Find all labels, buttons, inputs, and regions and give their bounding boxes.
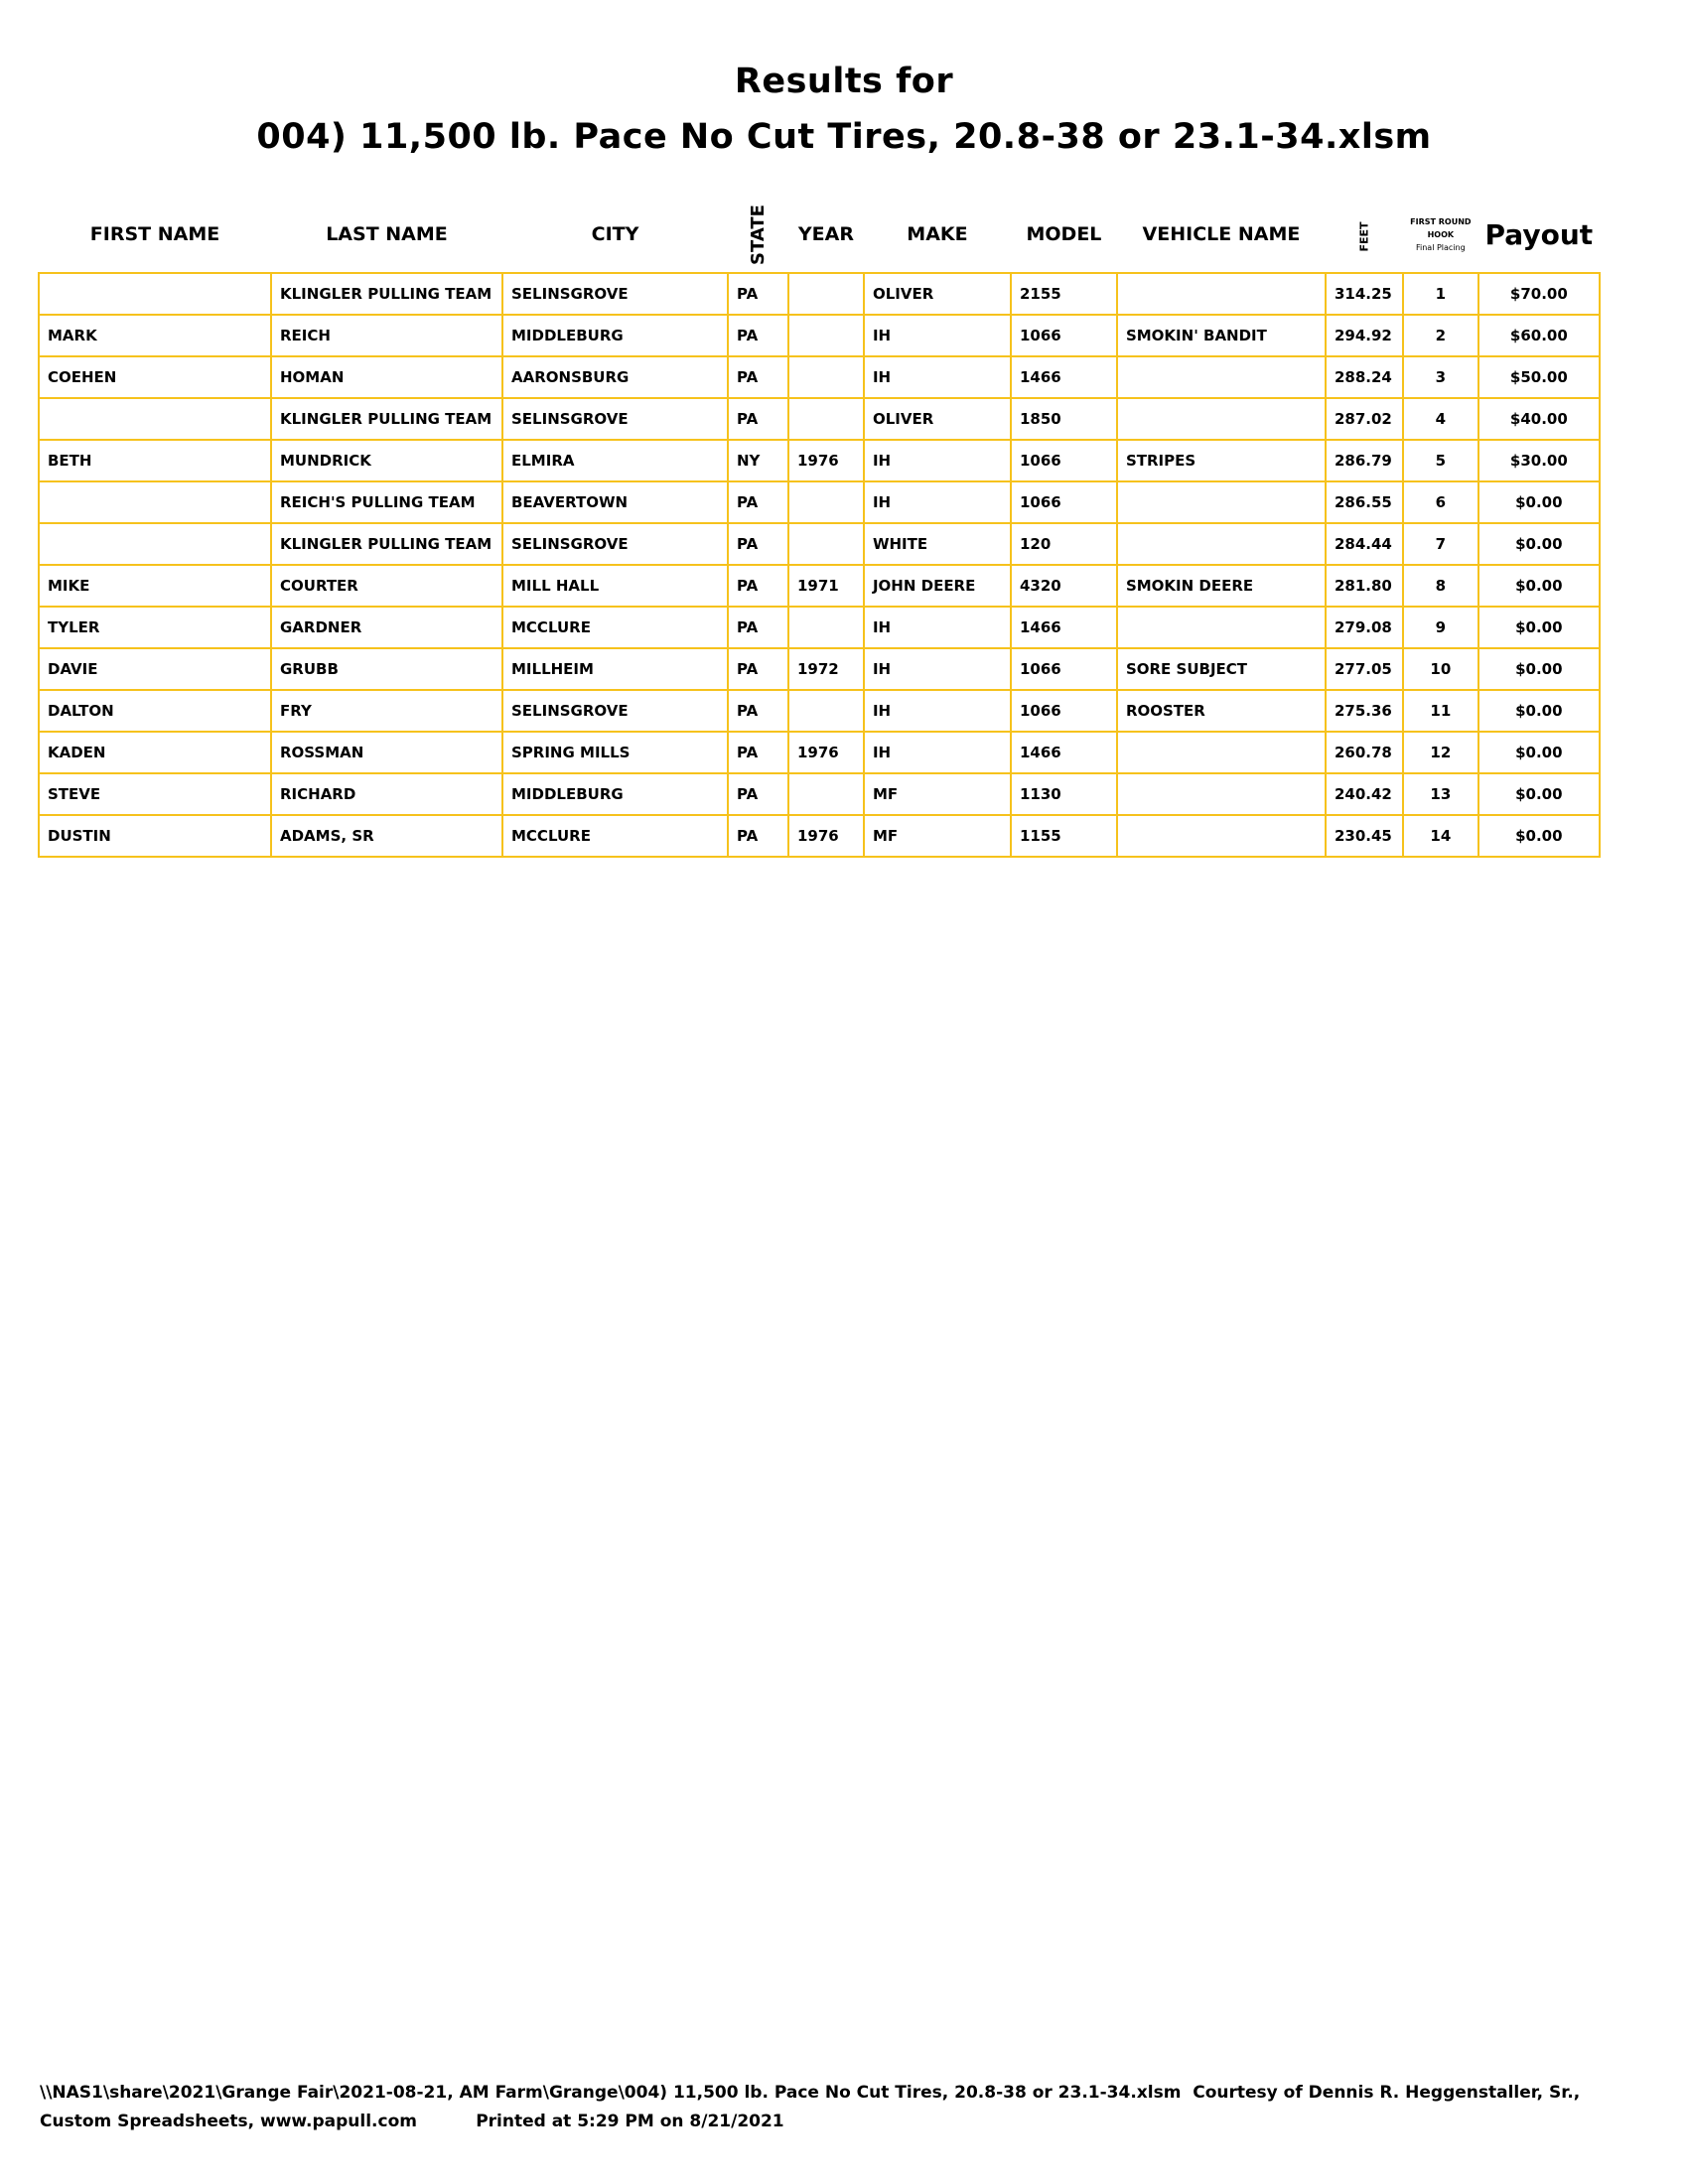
cell-model: 1130 — [1011, 773, 1117, 815]
cell-vehicle-name — [1117, 773, 1326, 815]
cell-payout: $0.00 — [1478, 815, 1600, 857]
cell-model: 120 — [1011, 523, 1117, 565]
cell-make: OLIVER — [864, 273, 1011, 315]
cell-city: MCCLURE — [502, 815, 728, 857]
cell-year: 1976 — [788, 440, 864, 481]
table-row — [39, 440, 1600, 481]
table-row — [39, 398, 1600, 440]
cell-make: IH — [864, 648, 1011, 690]
cell-year: 1972 — [788, 648, 864, 690]
cell-payout: $70.00 — [1478, 273, 1600, 315]
cell-model: 4320 — [1011, 565, 1117, 607]
cell-city: AARONSBURG — [502, 356, 728, 398]
cell-last-name: RICHARD — [271, 773, 502, 815]
cell-payout: $0.00 — [1478, 648, 1600, 690]
cell-placing: 3 — [1403, 356, 1478, 398]
cell-state: PA — [728, 356, 788, 398]
header-placing — [1403, 197, 1478, 273]
header-feet-label: FEET — [1357, 221, 1371, 252]
cell-year — [788, 273, 864, 315]
header-feet — [1326, 197, 1403, 273]
cell-first-name: KADEN — [39, 732, 271, 773]
cell-city: MIDDLEBURG — [502, 315, 728, 356]
cell-state: PA — [728, 398, 788, 440]
cell-state: PA — [728, 565, 788, 607]
table-row — [39, 815, 1600, 857]
cell-placing: 1 — [1403, 273, 1478, 315]
cell-feet: 275.36 — [1326, 690, 1403, 732]
cell-year — [788, 523, 864, 565]
cell-city: MILL HALL — [502, 565, 728, 607]
cell-first-name — [39, 523, 271, 565]
cell-vehicle-name — [1117, 732, 1326, 773]
cell-last-name: REICH — [271, 315, 502, 356]
cell-feet: 230.45 — [1326, 815, 1403, 857]
table-row — [39, 356, 1600, 398]
cell-make: IH — [864, 481, 1011, 523]
header-placing-line1: FIRST ROUND — [1410, 216, 1472, 226]
header-vehicle-name: VEHICLE NAME — [1142, 223, 1301, 245]
cell-vehicle-name: SORE SUBJECT — [1117, 648, 1326, 690]
cell-model: 2155 — [1011, 273, 1117, 315]
cell-state: PA — [728, 273, 788, 315]
table-row — [39, 607, 1600, 648]
cell-year — [788, 356, 864, 398]
header-last-name: LAST NAME — [326, 223, 448, 245]
cell-placing: 6 — [1403, 481, 1478, 523]
cell-vehicle-name — [1117, 523, 1326, 565]
table-row — [39, 481, 1600, 523]
cell-payout: $60.00 — [1478, 315, 1600, 356]
cell-city: SELINSGROVE — [502, 273, 728, 315]
cell-make: MF — [864, 773, 1011, 815]
cell-first-name: BETH — [39, 440, 271, 481]
cell-last-name: MUNDRICK — [271, 440, 502, 481]
header-city: CITY — [591, 223, 639, 245]
cell-feet: 286.79 — [1326, 440, 1403, 481]
cell-city: ELMIRA — [502, 440, 728, 481]
cell-state: PA — [728, 315, 788, 356]
cell-first-name: DUSTIN — [39, 815, 271, 857]
cell-first-name: DAVIE — [39, 648, 271, 690]
footer-printed: Printed at 5:29 PM on 8/21/2021 — [476, 2112, 784, 2131]
cell-placing: 5 — [1403, 440, 1478, 481]
cell-state: NY — [728, 440, 788, 481]
cell-vehicle-name — [1117, 398, 1326, 440]
cell-feet: 294.92 — [1326, 315, 1403, 356]
cell-first-name: COEHEN — [39, 356, 271, 398]
cell-payout: $0.00 — [1478, 523, 1600, 565]
cell-model: 1466 — [1011, 607, 1117, 648]
footer-credit: Custom Spreadsheets, www.papull.com — [40, 2112, 417, 2131]
cell-state: PA — [728, 648, 788, 690]
table-row — [39, 565, 1600, 607]
cell-vehicle-name: SMOKIN DEERE — [1117, 565, 1326, 607]
cell-vehicle-name: SMOKIN' BANDIT — [1117, 315, 1326, 356]
cell-make: WHITE — [864, 523, 1011, 565]
cell-model: 1066 — [1011, 481, 1117, 523]
cell-make: IH — [864, 607, 1011, 648]
cell-vehicle-name: ROOSTER — [1117, 690, 1326, 732]
cell-placing: 10 — [1403, 648, 1478, 690]
cell-make: IH — [864, 440, 1011, 481]
cell-state: PA — [728, 523, 788, 565]
cell-make: IH — [864, 356, 1011, 398]
cell-placing: 7 — [1403, 523, 1478, 565]
cell-placing: 14 — [1403, 815, 1478, 857]
cell-make: IH — [864, 315, 1011, 356]
cell-placing: 4 — [1403, 398, 1478, 440]
cell-placing: 13 — [1403, 773, 1478, 815]
cell-make: OLIVER — [864, 398, 1011, 440]
cell-state: PA — [728, 481, 788, 523]
table-row — [39, 315, 1600, 356]
cell-last-name: KLINGLER PULLING TEAM — [271, 273, 502, 315]
cell-last-name: GRUBB — [271, 648, 502, 690]
cell-feet: 284.44 — [1326, 523, 1403, 565]
cell-make: IH — [864, 732, 1011, 773]
header-make: MAKE — [907, 223, 968, 245]
cell-feet: 281.80 — [1326, 565, 1403, 607]
cell-model: 1066 — [1011, 440, 1117, 481]
cell-last-name: HOMAN — [271, 356, 502, 398]
cell-first-name: STEVE — [39, 773, 271, 815]
cell-vehicle-name: STRIPES — [1117, 440, 1326, 481]
cell-vehicle-name — [1117, 607, 1326, 648]
cell-placing: 9 — [1403, 607, 1478, 648]
cell-first-name — [39, 273, 271, 315]
header-placing-line3: Final Placing — [1415, 242, 1466, 252]
cell-feet: 287.02 — [1326, 398, 1403, 440]
header-state — [728, 197, 788, 273]
cell-city: SELINSGROVE — [502, 690, 728, 732]
cell-year — [788, 315, 864, 356]
cell-city: MILLHEIM — [502, 648, 728, 690]
cell-first-name: MIKE — [39, 565, 271, 607]
cell-last-name: ROSSMAN — [271, 732, 502, 773]
cell-payout: $0.00 — [1478, 607, 1600, 648]
table-row — [39, 523, 1600, 565]
cell-city: MIDDLEBURG — [502, 773, 728, 815]
cell-first-name: MARK — [39, 315, 271, 356]
table-row — [39, 773, 1600, 815]
cell-year: 1976 — [788, 732, 864, 773]
cell-year — [788, 773, 864, 815]
cell-city: BEAVERTOWN — [502, 481, 728, 523]
cell-placing: 8 — [1403, 565, 1478, 607]
cell-last-name: REICH'S PULLING TEAM — [271, 481, 502, 523]
cell-payout: $30.00 — [1478, 440, 1600, 481]
header-payout: Payout — [1484, 217, 1594, 251]
cell-vehicle-name — [1117, 481, 1326, 523]
cell-make: JOHN DEERE — [864, 565, 1011, 607]
cell-model: 1066 — [1011, 690, 1117, 732]
cell-state: PA — [728, 773, 788, 815]
cell-last-name: KLINGLER PULLING TEAM — [271, 523, 502, 565]
cell-city: SELINSGROVE — [502, 523, 728, 565]
page-title: Results for — [734, 62, 954, 101]
results-table — [38, 197, 1601, 858]
cell-vehicle-name — [1117, 356, 1326, 398]
cell-payout: $40.00 — [1478, 398, 1600, 440]
cell-year — [788, 690, 864, 732]
cell-state: PA — [728, 690, 788, 732]
table-header — [39, 197, 1600, 273]
cell-feet: 279.08 — [1326, 607, 1403, 648]
cell-last-name: KLINGLER PULLING TEAM — [271, 398, 502, 440]
header-model: MODEL — [1026, 223, 1102, 245]
cell-city: SELINSGROVE — [502, 398, 728, 440]
cell-last-name: COURTER — [271, 565, 502, 607]
cell-city: SPRING MILLS — [502, 732, 728, 773]
cell-feet: 288.24 — [1326, 356, 1403, 398]
table-row — [39, 648, 1600, 690]
header-state-label: STATE — [747, 205, 769, 265]
table-row — [39, 690, 1600, 732]
table-body — [39, 273, 1600, 857]
cell-payout: $50.00 — [1478, 356, 1600, 398]
cell-state: PA — [728, 815, 788, 857]
cell-model: 1466 — [1011, 356, 1117, 398]
header-first-name: FIRST NAME — [89, 223, 220, 245]
cell-feet: 286.55 — [1326, 481, 1403, 523]
cell-payout: $0.00 — [1478, 481, 1600, 523]
cell-feet: 240.42 — [1326, 773, 1403, 815]
cell-first-name: TYLER — [39, 607, 271, 648]
cell-year: 1971 — [788, 565, 864, 607]
cell-last-name: GARDNER — [271, 607, 502, 648]
cell-feet: 314.25 — [1326, 273, 1403, 315]
cell-make: MF — [864, 815, 1011, 857]
cell-state: PA — [728, 607, 788, 648]
cell-first-name — [39, 481, 271, 523]
cell-payout: $0.00 — [1478, 732, 1600, 773]
cell-vehicle-name — [1117, 815, 1326, 857]
cell-placing: 12 — [1403, 732, 1478, 773]
header-placing-line2: HOOK — [1427, 229, 1455, 239]
cell-year — [788, 607, 864, 648]
cell-city: MCCLURE — [502, 607, 728, 648]
cell-payout: $0.00 — [1478, 690, 1600, 732]
footer — [40, 2079, 1668, 2136]
cell-vehicle-name — [1117, 273, 1326, 315]
cell-placing: 2 — [1403, 315, 1478, 356]
cell-year: 1976 — [788, 815, 864, 857]
cell-model: 1066 — [1011, 315, 1117, 356]
cell-placing: 11 — [1403, 690, 1478, 732]
page-subtitle: 004) 11,500 lb. Pace No Cut Tires, 20.8-38 or 23.1-34.xlsm — [256, 117, 1432, 157]
cell-year — [788, 481, 864, 523]
cell-feet: 260.78 — [1326, 732, 1403, 773]
cell-payout: $0.00 — [1478, 565, 1600, 607]
table-row — [39, 273, 1600, 315]
cell-last-name: FRY — [271, 690, 502, 732]
cell-first-name — [39, 398, 271, 440]
cell-last-name: ADAMS, SR — [271, 815, 502, 857]
cell-make: IH — [864, 690, 1011, 732]
cell-payout: $0.00 — [1478, 773, 1600, 815]
cell-feet: 277.05 — [1326, 648, 1403, 690]
cell-state: PA — [728, 732, 788, 773]
table-row — [39, 732, 1600, 773]
cell-model: 1466 — [1011, 732, 1117, 773]
cell-model: 1850 — [1011, 398, 1117, 440]
cell-model: 1066 — [1011, 648, 1117, 690]
footer-path: \\NAS1\share\2021\Grange Fair\2021-08-21, AM Farm\Grange\004) 11,500 lb. Pace No Cut Tires, 20.8-38 or 23.1-34.xlsm Courtesy of Dennis R. Heggenstaller, Sr., — [40, 2083, 1581, 2103]
cell-first-name: DALTON — [39, 690, 271, 732]
header-year: YEAR — [797, 223, 854, 245]
cell-model: 1155 — [1011, 815, 1117, 857]
cell-year — [788, 398, 864, 440]
